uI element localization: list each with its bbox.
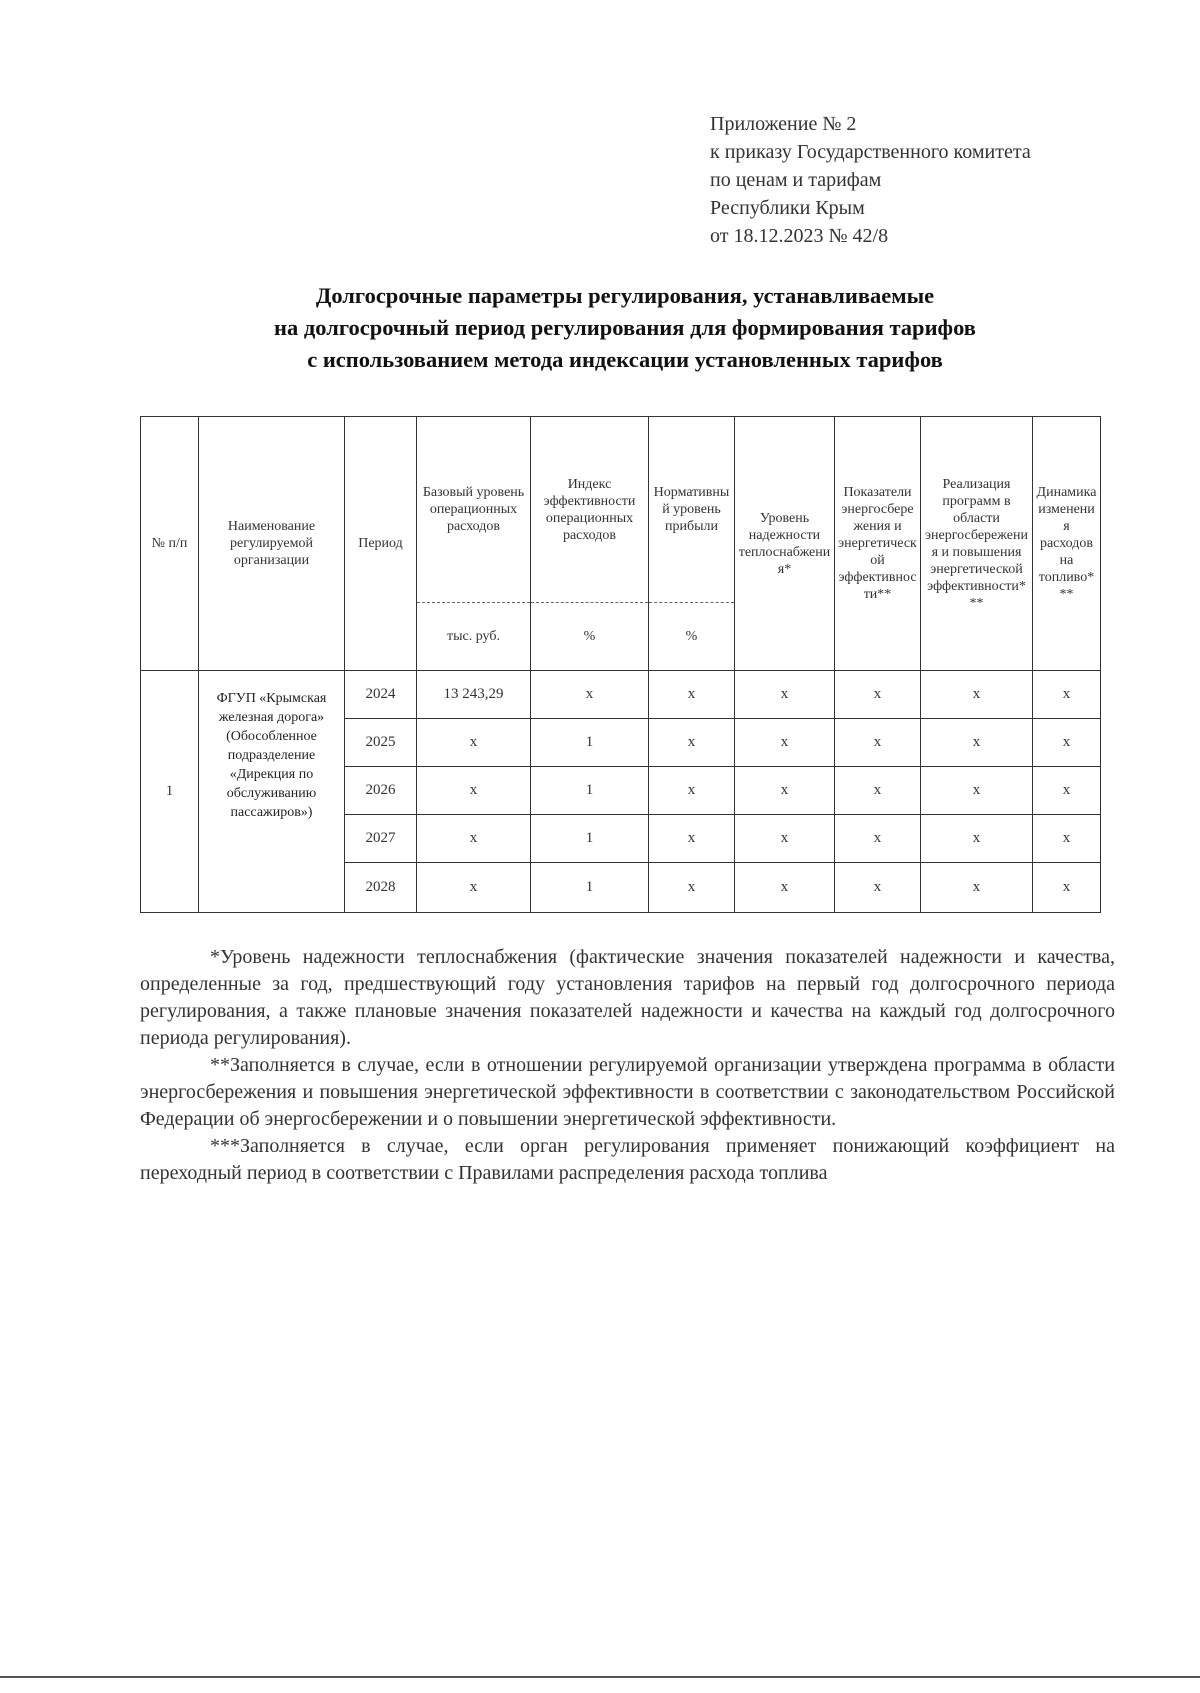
cell-base: x — [417, 863, 531, 913]
cell-dynamics: x — [1033, 863, 1101, 913]
appendix-line: к приказу Государственного комитета — [710, 141, 1031, 163]
appendix-line: Приложение № 2 — [710, 113, 857, 135]
parameters-table — [140, 416, 1101, 913]
cell-dynamics: x — [1033, 671, 1101, 719]
appendix-block — [710, 110, 1130, 250]
cell-energy: x — [835, 671, 921, 719]
cell-profit: x — [649, 671, 735, 719]
cell-reliability: x — [735, 815, 835, 863]
organization-name: ФГУП «Крымская железная дорога» (Обособленное подразделение «Дирекция по обслуживанию пассажиров») — [199, 671, 345, 913]
cell-programs: x — [921, 815, 1033, 863]
header-base: Базовый уровень операционных расходов — [417, 417, 531, 603]
appendix-line: от 18.12.2023 № 42/8 — [710, 225, 889, 247]
cell-profit: x — [649, 863, 735, 913]
cell-base: x — [417, 767, 531, 815]
header-dynamics: Динамика изменения расходов на топливо*** — [1033, 417, 1101, 671]
appendix-line: Республики Крым — [710, 197, 865, 219]
cell-profit: x — [649, 719, 735, 767]
cell-profit: x — [649, 815, 735, 863]
footnote-reliability: *Уровень надежности теплоснабжения (фактические значения показателей надежности и качества, определенные за год, предшествующий году установления тарифов на первый год долгосрочного периода регулирования, а также плановые значения показателей надежности и качества на каждый год долгосрочного периода регулирования). — [140, 946, 1115, 1049]
title-line: Долгосрочные параметры регулирования, устанавливаемые — [315, 283, 935, 308]
cell-year: 2027 — [345, 815, 417, 863]
cell-index: 1 — [531, 863, 649, 913]
unit-index: % — [531, 603, 649, 671]
cell-programs: x — [921, 719, 1033, 767]
cell-reliability: x — [735, 863, 835, 913]
appendix-line: по ценам и тарифам — [710, 169, 882, 191]
cell-energy: x — [835, 815, 921, 863]
cell-index: 1 — [531, 767, 649, 815]
cell-base: x — [417, 815, 531, 863]
cell-year: 2028 — [345, 863, 417, 913]
title-line: с использованием метода индексации установленных тарифов — [307, 347, 943, 372]
cell-index: 1 — [531, 719, 649, 767]
cell-index: 1 — [531, 815, 649, 863]
header-reliability: Уровень надежности теплоснабжения* — [735, 417, 835, 671]
cell-index: x — [531, 671, 649, 719]
header-index: Индекс эффективности операционных расходов — [531, 417, 649, 603]
cell-reliability: x — [735, 767, 835, 815]
header-profit: Нормативный уровень прибыли — [649, 417, 735, 603]
cell-energy: x — [835, 863, 921, 913]
unit-profit: % — [649, 603, 735, 671]
cell-year: 2026 — [345, 767, 417, 815]
title-line: на долгосрочный период регулирования для формирования тарифов — [274, 315, 976, 340]
cell-profit: x — [649, 767, 735, 815]
footnotes — [140, 944, 1115, 1187]
document-title — [140, 280, 1110, 376]
header-programs: Реализация программ в области энергосбережения и повышения энергетической эффективности*** — [921, 417, 1033, 671]
cell-dynamics: x — [1033, 719, 1101, 767]
header-energy: Показатели энергосбережения и энергетической эффективности** — [835, 417, 921, 671]
unit-base: тыс. руб. — [417, 603, 531, 671]
cell-programs: x — [921, 863, 1033, 913]
cell-base: 13 243,29 — [417, 671, 531, 719]
cell-reliability: x — [735, 719, 835, 767]
header-org: Наименование регулируемой организации — [199, 417, 345, 671]
cell-base: x — [417, 719, 531, 767]
footnote-fuel: ***Заполняется в случае, если орган регулирования применяет понижающий коэффициент на переходный период в соответствии с Правилами распределения расхода топлива — [140, 1135, 1115, 1184]
footnote-energy: **Заполняется в случае, если в отношении регулируемой организации утверждена программа в области энергосбережения и повышения энергетической эффективности в соответствии с законодательством Российской Федерации об энергосбережении и о повышении энергетической эффективности. — [140, 1054, 1115, 1130]
cell-programs: x — [921, 671, 1033, 719]
cell-dynamics: x — [1033, 767, 1101, 815]
cell-year: 2024 — [345, 671, 417, 719]
cell-dynamics: x — [1033, 815, 1101, 863]
cell-energy: x — [835, 719, 921, 767]
header-num: № п/п — [141, 417, 199, 671]
table-row — [141, 671, 1101, 719]
row-number: 1 — [141, 671, 199, 913]
header-period: Период — [345, 417, 417, 671]
cell-programs: x — [921, 767, 1033, 815]
cell-year: 2025 — [345, 719, 417, 767]
cell-energy: x — [835, 767, 921, 815]
page-bottom-rule — [0, 1676, 1200, 1678]
cell-reliability: x — [735, 671, 835, 719]
